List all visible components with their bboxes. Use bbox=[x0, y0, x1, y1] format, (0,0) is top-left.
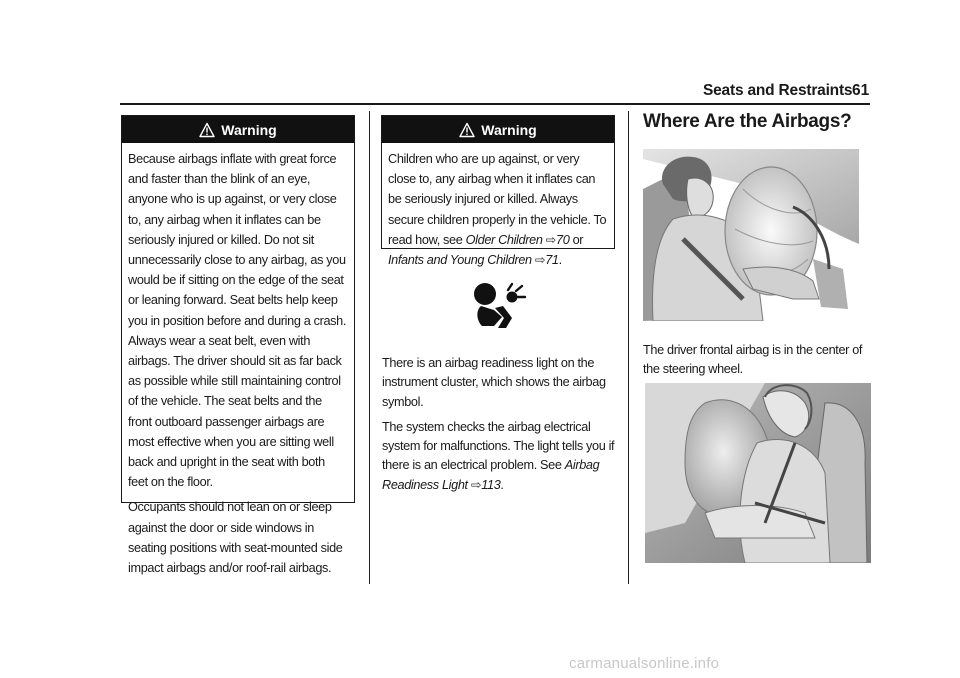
warning-paragraph: Occupants should not lean on or sleep against the door or side windows in seating positions with seat-mounted side impact airbags and/or roof-rail airbags. bbox=[128, 500, 343, 576]
page-ref[interactable]: 70 bbox=[556, 232, 570, 247]
caution-triangle-icon bbox=[199, 122, 215, 138]
page-ref-arrow-icon: ⇨ bbox=[545, 232, 556, 247]
warning-text: . bbox=[558, 253, 562, 268]
link-airbag-readiness-light[interactable]: Airbag Readiness Light bbox=[382, 458, 600, 492]
link-infants-young-children[interactable]: Infants and Young Children bbox=[388, 253, 532, 268]
warning-box-airbag-force bbox=[121, 115, 355, 576]
driver-airbag-illustration bbox=[643, 149, 859, 321]
link-older-children[interactable]: Older Children bbox=[465, 232, 543, 247]
body-text: . bbox=[500, 477, 504, 492]
airbag-readiness-icon bbox=[472, 280, 528, 332]
caution-triangle-icon bbox=[459, 122, 475, 138]
warning-body bbox=[122, 143, 354, 584]
page-number: 61 bbox=[852, 82, 870, 99]
passenger-airbag-illustration bbox=[645, 383, 871, 563]
airbag-caption: The driver frontal airbag is in the center of the steering wheel. bbox=[643, 343, 863, 377]
body-paragraph: There is an airbag readiness light on the instrument cluster, which shows the airbag symbol. bbox=[382, 356, 606, 409]
page-ref-arrow-icon: ⇨ bbox=[534, 253, 546, 268]
section-title: Where Are the Airbags? bbox=[643, 111, 852, 132]
warning-heading: Warning bbox=[481, 121, 537, 138]
header-rule bbox=[120, 103, 870, 105]
running-header-title: Seats and Restraints bbox=[703, 82, 853, 99]
watermark: carmanualsonline.info bbox=[569, 655, 720, 672]
middle-body-text bbox=[382, 354, 616, 501]
page-ref-arrow-icon: ⇨ bbox=[470, 477, 482, 492]
warning-header bbox=[382, 116, 614, 143]
body-paragraph: The system checks the airbag electrical system for malfunctions. The light tells you if there is an electrical problem. See bbox=[382, 419, 615, 473]
column-divider-right bbox=[628, 111, 629, 584]
warning-paragraph: Because airbags inflate with great force and faster than the blink of an eye, anyone who is up against, or very close to, any airbag when it inflates can be seriously injured or killed. Do not sit unnecessarily close to any airbag, as you would be if sitting on the edge of the seat or leaning forward. Seat belts help keep you in position before and during a crash. Always wear a seat belt, even with airbags. The driver should sit as far back as possible while still maintaining control of the vehicle. The seat belts and the front outboard passenger airbags are most effective when you are sitting well back and upright in the seat with both feet on the floor. bbox=[128, 152, 347, 490]
warning-heading: Warning bbox=[221, 121, 277, 138]
warning-body bbox=[382, 143, 614, 276]
warning-header bbox=[122, 116, 354, 143]
column-divider-left bbox=[369, 111, 370, 584]
page-ref[interactable]: 71 bbox=[545, 253, 559, 268]
page-ref[interactable]: 113 bbox=[481, 477, 501, 492]
warning-text: Children who are up against, or very close to, any airbag when it inflates can be seriously injured or killed. Always secure children properly in the vehicle. To read how, see bbox=[388, 152, 607, 247]
warning-text: or bbox=[569, 232, 584, 247]
warning-box-children bbox=[381, 115, 615, 268]
